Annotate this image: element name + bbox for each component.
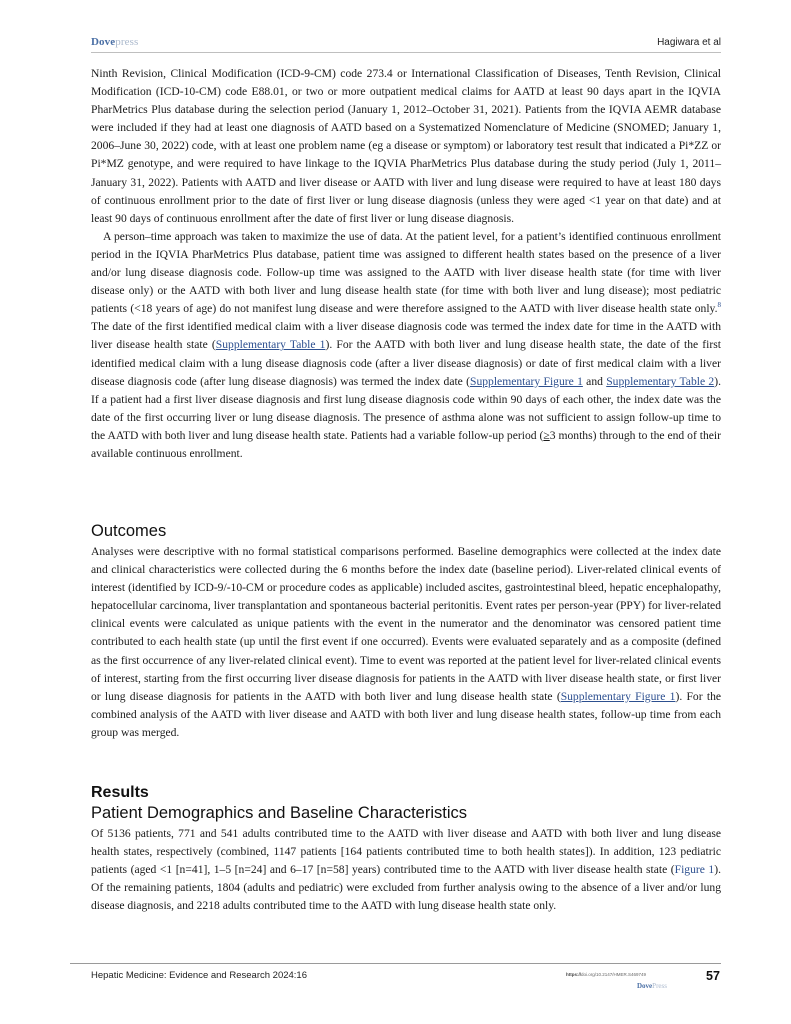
supplementary-figure-1-link[interactable]: Supplementary Figure 1	[470, 374, 583, 388]
results-text	[91, 825, 721, 915]
outcomes-heading: Outcomes	[91, 522, 167, 540]
journal-citation: Hepatic Medicine: Evidence and Research 2024:16	[91, 970, 307, 981]
outcomes-text	[91, 543, 721, 742]
doi-link[interactable]: https://doi.org/10.2147/HMER.S469749	[566, 972, 647, 977]
supplementary-table-1-link[interactable]: Supplementary Table 1	[215, 338, 326, 352]
methods-paragraph-2: A person–time approach was taken to maximize the use of data. At the patient level, for a patient’s identified continuous enrollment period in the IQVIA PharMetrics Plus database, patient time was assigned to different health states based on the presence of a liver and/or lung disease diagnosis code. Follow-up time was assigned to the AATD with liver disease health state (for time with liver disease only) or the AATD with both liver and lung disease health state (for time with both liver and lung disease); most pediatric patients (<18 years of age) do not manifest lung disease and were therefore assigned to the AATD with liver disease health state only.$^8$ The date of the first identified medical claim with a liver disease diagnosis code was termed the index date for time in the AATD with liver disease health state (Supplementary Table 1). For the AATD with both liver and lung disease health state, the date of the first identified medical claim with a lung disease diagnosis code (after a liver disease diagnosis) or date of first medical claim with a liver disease diagnosis code (after lung disease diagnosis) was termed the index date (Supplementary Figure 1 and Supplementary Table 2). If a patient had a first liver disease diagnosis and first lung disease diagnosis code within 90 days of each other, the index date was the date of the first occurring liver or lung disease diagnosis. The presence of asthma alone was not sufficient to assign follow-up time to the AATD with both liver and lung disease health state. Patients had a variable follow-up period (≥3 months) through to the end of their available continuous enrollment.	[91, 229, 721, 460]
running-head-author: Hagiwara et al	[657, 37, 721, 48]
supplementary-table-2-link[interactable]: Supplementary Table 2	[606, 374, 715, 388]
results-paragraph: Of 5136 patients, 771 and 541 adults contributed time to the AATD with liver disease and AATD with both liver and lung disease health states, respectively (combined, 1147 patients [164 patients contributed time to both health states]). In addition, 123 pediatric patients (aged <1 [n=41], 1–5 [n=24] and 6–17 [n=58] years) contributed time to the AATD with liver disease health state (Figure 1). Of the remaining patients, 1804 (adults and pediatric) were excluded from further analysis owing to the absence of a liver and/or lung disease diagnosis, and 2218 adults contributed time to the AATD with lung disease health state only.	[91, 827, 721, 913]
supplementary-figure-1-link-2[interactable]: Supplementary Figure 1	[560, 689, 676, 703]
reference-8[interactable]: 8	[717, 301, 721, 310]
footer-divider	[70, 963, 721, 964]
demographics-subheading: Patient Demographics and Baseline Characteristics	[91, 804, 468, 822]
page-number: 57	[706, 969, 720, 983]
figure-1-link[interactable]: Figure 1	[674, 863, 715, 877]
publisher-logo: Dovepress	[91, 36, 139, 48]
outcomes-paragraph: Analyses were descriptive with no formal statistical comparisons performed. Baseline demographics were collected at the index date and clinical characteristics were collected during the 6 months before the index date (baseline period). Liver-related clinical events of interest (identified by ICD-9/-10-CM or procedure codes as applicable) included ascites, gastrointestinal bleed, hepatic encephalopathy, hepatocellular carcinoma, liver transplantation and spontaneous bacterial peritonitis. Event rates per person-year (PPY) for liver-related clinical events were calculated as unique patients with the event in the numerator and the denominator was censored patient time contributed to each health state (up until the first event if one occurred). Events were evaluated separately and as a composite (defined as the first occurrence of any liver-related clinical event). Time to event was reported at the patient level for liver-related clinical events of interest, starting from the first occurring liver disease diagnosis for patients in the AATD with liver disease health state, or first liver or lung disease diagnosis for patients in the AATD with both liver and lung disease health state (Supplementary Figure 1). For the combined analysis of the AATD with liver disease and AATD with both liver and lung disease health states, follow-up time from each group was merged.	[91, 545, 722, 739]
footer-publisher-logo: DovePress	[637, 982, 667, 990]
header-divider	[91, 52, 721, 53]
results-heading: Results	[91, 784, 149, 801]
methods-text	[91, 65, 721, 463]
methods-paragraph-1: Ninth Revision, Clinical Modification (ICD-9-CM) code 273.4 or International Classification of Diseases, Tenth Revision, Clinical Modification (ICD-10-CM) code E88.01, or two or more outpatient medical claims for AATD at least 90 days apart in the IQVIA PharMetrics Plus database during the selection period (January 1, 2012–October 31, 2021). Patients from the IQVIA AEMR database were included if they had at least one diagnosis of AATD based on a Systematized Nomenclature of Medicine (SNOMED; January 1, 2006–June 30, 2022) code, with at least one problem name (eg a disease or symptom) or laboratory test result that indicated a Pi*ZZ or Pi*MZ genotype, and were required to have linkage to the IQVIA PharMetrics Plus database during the study period (July 1, 2011–January 31, 2022). Patients with AATD and liver disease or AATD with liver and lung disease were required to have at least 180 days of continuous enrollment prior to the date of first liver or lung disease diagnosis (unless they were aged <1 year on that date) and at least 90 days of continuous enrollment after the date of first liver or lung disease diagnosis.	[91, 67, 721, 225]
